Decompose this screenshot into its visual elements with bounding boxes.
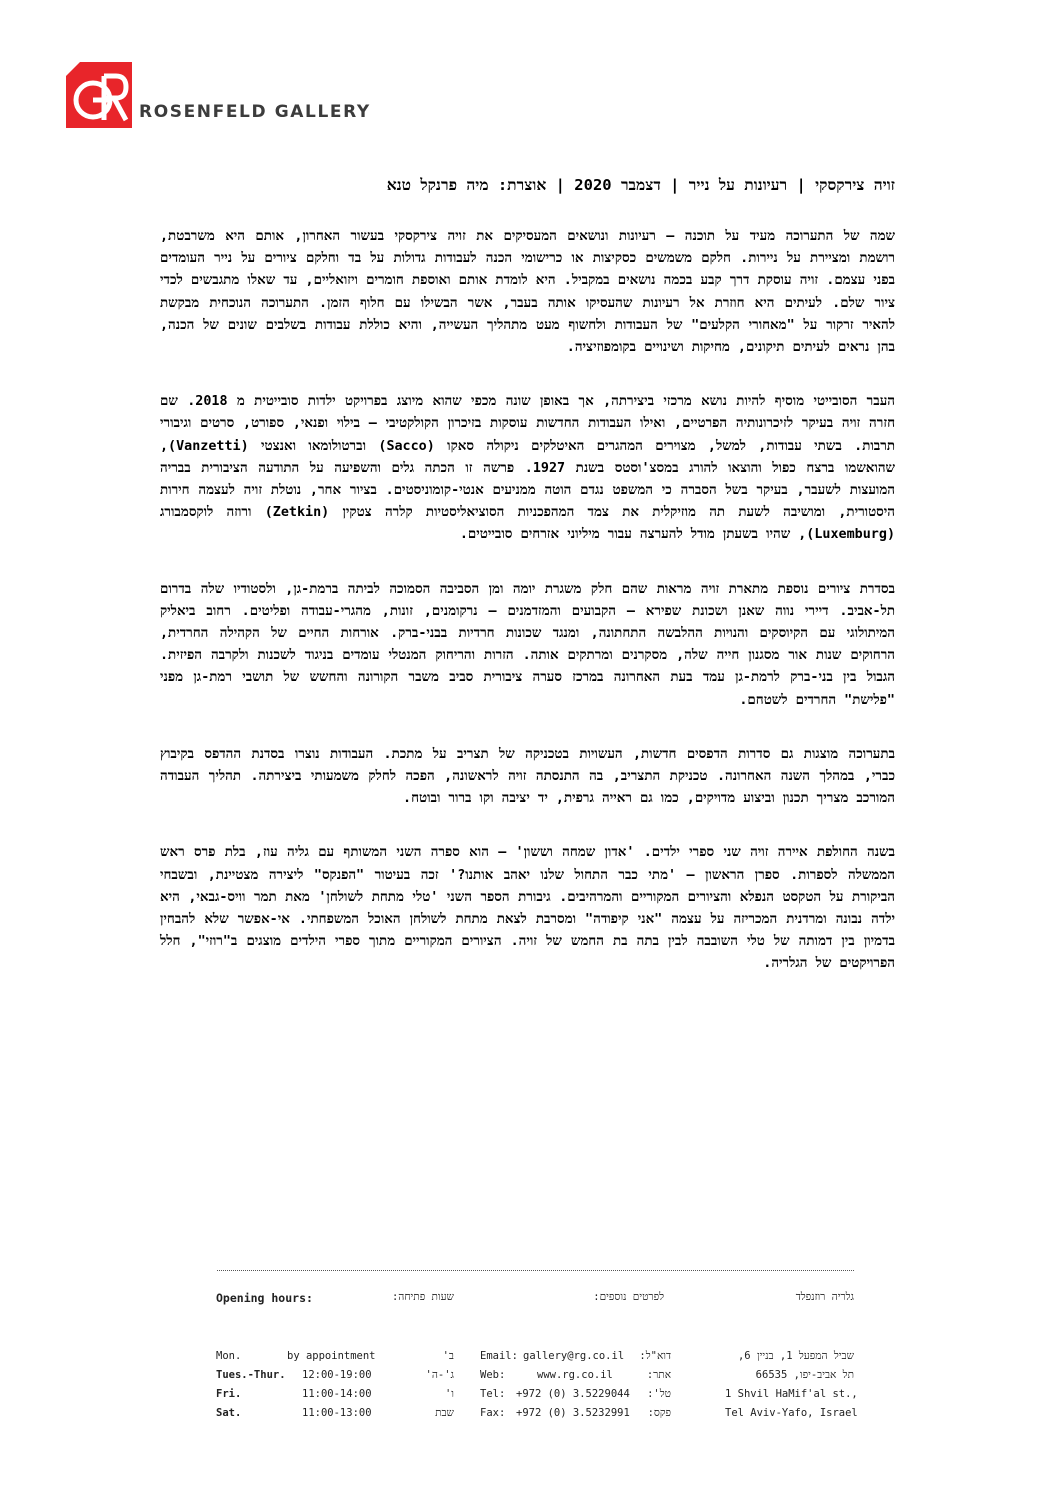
address-line: תל אביב-יפו, 66535 [755,1369,854,1381]
hours-day-he: שבת [435,1407,454,1419]
hours-time: by appointment [287,1350,376,1362]
gallery-logo[interactable] [66,62,396,132]
hours-day-he: ב' [442,1350,454,1362]
contact-label-en: Web: [480,1369,506,1381]
contact-label-en: Fax: [480,1407,506,1419]
paragraph-4: בתערוכה מוצגות גם סדרות הדפסים חדשות, העשויות בטכניקה של תצריב על מתכת. העבודות נוצרו בסדנת ההדפס בקיבוץ כברי, במהלך השנה האחרונה. טכניקת התצריב, בה התנסתה זויה לראשונה, הפכה לחלק משמעותי ביצירתה. תהליך העבודה המורכב מצריך תכנון וביצוע מדויקים, כמו גם ראייה גרפית, יד יציבה וקו ברור ובוטח. [160,746,895,807]
footer [214,1285,859,1419]
document-title: זויה צירקסקי | רעיונות על נייר | דצמבר 2020 | אוצרת: מיה פרנקל טנא [386,176,895,194]
opening-hours-title-he: שעות פתיחה: [391,1291,454,1303]
hours-day-en: Mon. [216,1350,242,1362]
gallery-name-he: גלריה רוזנפלד [795,1291,854,1303]
paragraph-1: שמה של התערוכה מעיד על תוכנה – רעיונות ונושאים המעסיקים את זויה צירקסקי בעשור האחרון, אותם היא משרבטת, רושמת ומציירת על ניירות. חלקם משמשים כסקיצות או כרישומי הכנה לעבודות גדולות על בד וחלקם ציורים על נייר העומדים בפני עצמם. זויה עוסקת דרך קבע בכמה נושאים במקביל. היא לומדת אותם ואוספת חומרים ויזואליים, עד שאלו מתגבשים לכדי ציור שלם. לעיתים היא חוזרת אל רעיונות שהעסיקו אותה בעבר, אשר הבשילו עם חלוף הזמן. התערוכה הנוכחית מבקשת להאיר זרקור על "מאחורי הקלעים" של העבודות ולחשוף מעט מתהליך העשייה, והיא כוללת עבודות בשלבים שונים של הכנה, בהן נראים לעיתים תיקונים, מחיקות ושינויים בקומפוזיציה. [160,229,895,356]
hours-day-he: ו' [444,1388,454,1400]
document-body [160,226,895,1008]
contact-label-he: טל': [647,1388,671,1400]
fax-number: +972 (0) 3.5232991 [516,1407,630,1419]
website-link[interactable]: www.rg.co.il [537,1369,613,1381]
hours-day-en: Sat. [216,1407,242,1419]
address-line: שביל המפעל 1, בניין 6, [737,1350,854,1362]
hours-day-en: Tues.-Thur. [216,1369,286,1381]
contact-label-he: דוא"ל: [639,1350,671,1362]
paragraph-5: בשנה החולפת איירה זויה שני ספרי ילדים. 'אדון שמחה וששון' – הוא ספרה השני המשותף עם גליה עוז, בלת פרס ראש הממשלה לספרות. ספרן הראשון – 'מתי כבר התחול שלנו יאהב אותנו?' זכה בעיטור "הפנקס" ליצירה מצטיינת, ובשבחי הביקורת על הטקסט הנפלא והציורים המקוריים והמרהיבים. גיבורת הספר השני 'טלי מתחת לשולחן' מאת תמר וויס-גבאי, היא ילדה נבונה ומרדנית המכריזה על עצמה "אני קיפודה" ומסרבת לצאת מתחת לשולחן האוכל המשפחתי. אי-אפשר שלא להבחין בדמיון בין דמותה של טלי השובבה לבין בתה בת החמש של זויה. הציורים המקוריים מתוך ספרי הילדים מוצגים ב"רוזי", חלל הפרויקטים של הגלריה. [160,845,895,972]
hours-day-en: Fri. [216,1388,242,1400]
opening-hours-title-en: Opening hours: [216,1291,313,1305]
paragraph-3: בסדרת ציורים נוספת מתארת זויה מראות שהם חלק משגרת יומה ומן הסביבה הסמוכה לביתה ברמת-גן, ולסטודיו שלה בדרום תל-אביב. דיירי נווה שאנן ושכונת שפירא – הקבועים והמזדמנים – נרקומנים, זונות, מהגרי-עבודה ופליטים. רחוב ביאליק המיתולוגי עם הקיוסקים והנויות ההלבשה התחתונה, ומנגד שכונות חרדיות בבני-ברק. אורחות החיים של הקהילה החרדית, הרחוקים שנות אור מסגנון חייה שלה, מסקרנים ומרתקים אותה. הזרות והריחוק המנטלי עומדים בניגוד לשכנות ולקרבה הפיזית. הגבול בין בני-ברק לרמת-גן עמד בעת האחרונה במרכז סערה ציבורית סביב משבר הקורונה והחשש של תושבי רמת-גן מפני "פלישת" החרדים לשטחם. [160,581,895,708]
footer-divider [217,1270,854,1271]
paragraph-2: העבר הסובייטי מוסיף להיות נושא מרכזי ביצירתה, אך באופן שונה מכפי שהוא מיוצג בפרויקט ילדות סובייטית מ 2018. שם חזרה זויה בעיקר לזיכרונותיה הפרטיים, ואילו העבודות החדשות עוסקות בזיכרון הקולקטיבי – בילוי ופנאי, ספורט, סרטים וגיבורי תרבות. בשתי עבודות, למשל, מצוירים המהגרים האיטלקים ניקולה סאקו (Sacco) וברטולומאו ואנצטי (Vanzetti), שהואשמו ברצח כפול והוצאו להורג במסצ'וסטס בשנת 1927. פרשה זו הכתה גלים והשפיעה על התודעה הציבורית בבריה המועצות לשעבר, בעיקר בשל הסברה כי המשפט נגדם הוטה ממניעים אנטי-קומוניסטים. בציור אחר, נוטלת זויה לעצמה חירות היסטורית, ומושיבה לשעת תה מוזיקלית את צמד המהפכניות הסוציאליסטיות קלרה צטקין (Zetkin) ורוזה לוקסמבורג (Luxemburg), שהיו בשעתן מודל להערצה עבור מיליוני אזרחים סובייטים. [160,394,896,543]
contact-label-he: אתר: [646,1369,671,1381]
hours-time: 12:00-19:00 [302,1369,372,1381]
hours-time: 11:00-13:00 [302,1407,372,1419]
hours-time: 11:00-14:00 [302,1388,372,1400]
rg-logo-icon [66,62,132,128]
hours-day-he: ג'-ה' [425,1369,454,1381]
phone-number[interactable]: +972 (0) 3.5229044 [516,1388,630,1400]
gallery-name: ROSENFELD GALLERY [139,102,371,122]
email-link[interactable]: gallery@rg.co.il [523,1350,625,1362]
contact-label-en: Tel: [480,1388,506,1400]
contact-label-en: Email: [480,1350,518,1362]
contact-label-he: פקס: [647,1407,671,1419]
address-line: 1 Shvil HaMif'al st., [725,1388,858,1400]
more-info-title-he: לפרטים נוספים: [593,1291,664,1303]
address-line: Tel Aviv-Yafo, Israel [725,1407,858,1419]
